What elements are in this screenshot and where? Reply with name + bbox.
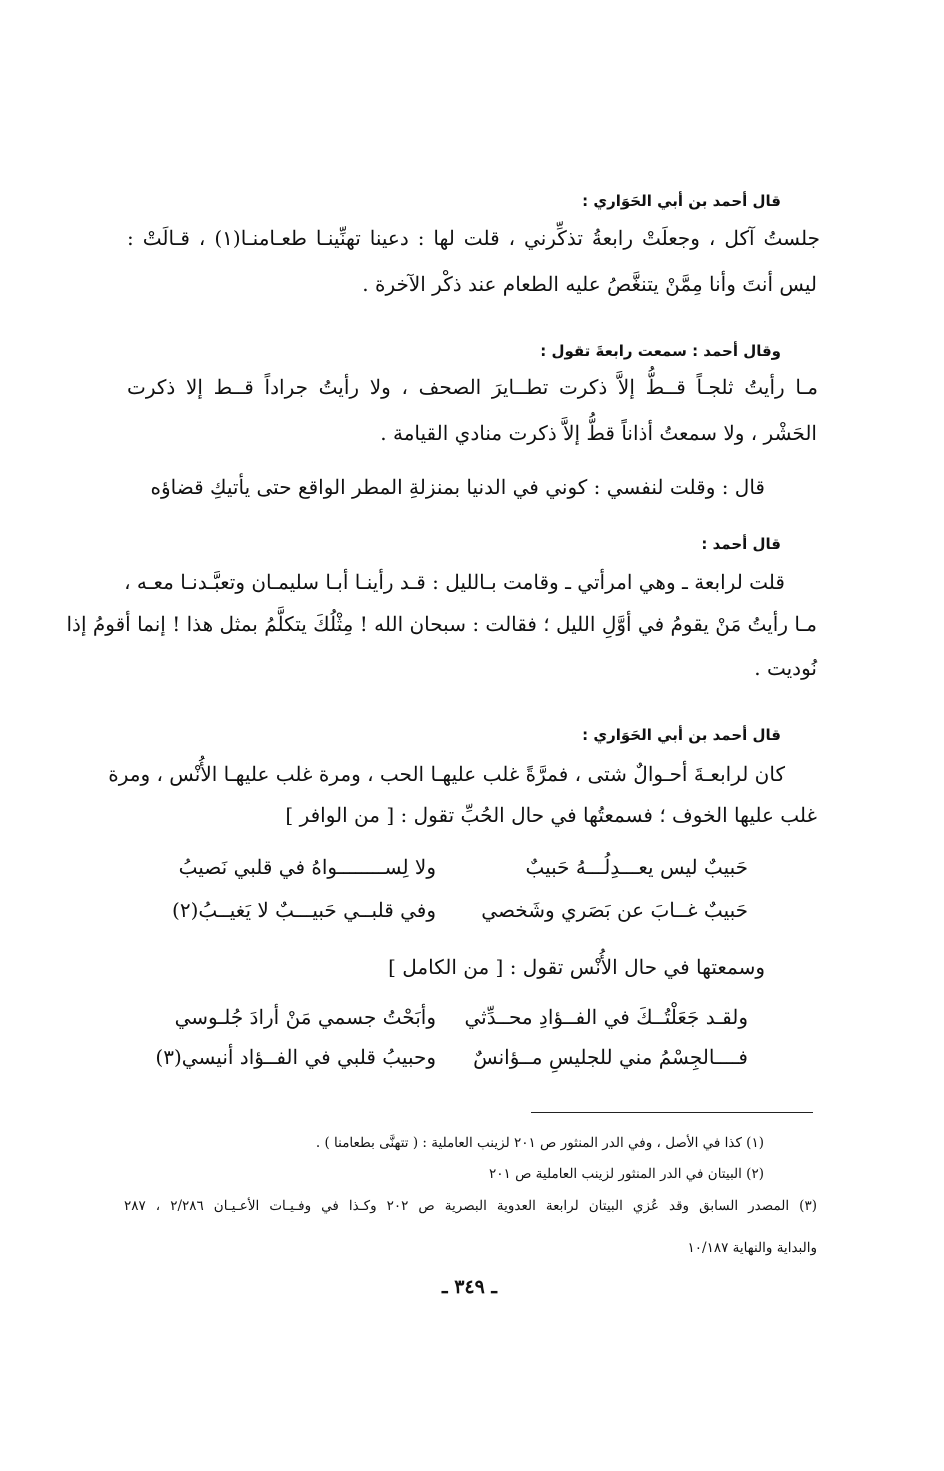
section-3-line-1: قلت لرابعة ـ وهي امرأتي ـ وقامت بـالليل : قـد رأينـا أبـا سليمـان وتعبَّـدنـا معـه ،: [124, 570, 785, 594]
footnote-3: (٣) المصدر السابق وقد عُزي البيتان لرابعة العدوية البصرية ص ٢٠٢ وكـذا في وفـيـات الأعـيـان ٢/٢٨٦ ، ٢٨٧: [124, 1198, 817, 1214]
poem-2-verse-1-left: وأبَحْتُ جسمي مَنْ أرادَ جُلـوسي: [174, 1005, 436, 1029]
section-3-heading: قال أحمد :: [701, 535, 781, 553]
section-2-heading: وقال أحمد : سمعت رابعةَ تقول :: [540, 342, 781, 360]
poem-1-verse-1-left: ولا لِســــــــواهُ في قلبي نَصيبُ: [178, 855, 436, 879]
poem-2-verse-1-right: ولقـد جَعَلْتُــكَ في الفــؤادِ محــدِّثي: [464, 1005, 748, 1029]
section-2-line-1: مـا رأيتُ ثلجـاً قــطُّ إلاَّ ذكرت تطــايرَ الصحف ، ولا رأيتُ جراداً قــط إلا ذكرت: [127, 375, 818, 399]
section-2-line-3: قال : وقلت لنفسي : كوني في الدنيا بمنزلةِ المطر الواقع حتى يأتيكِ قضاؤه: [150, 475, 765, 499]
footnote-separator: [531, 1112, 813, 1113]
section-4-line-2: غلب عليها الخوف ؛ فسمعتُها في حال الحُبِّ تقول : [ من الوافر ]: [285, 803, 817, 827]
section-3-line-2: مـا رأيتُ مَنْ يقومُ في أوَّلِ الليل ؛ فقالت : سبحان الله ! مِثْلُكَ يتكلَّمُ بمثل هذا ! إنما أقومُ إذا: [66, 612, 817, 636]
poem-1-verse-2-right: حَبيبٌ غــابَ عن بَصَري وشَخصي: [481, 898, 748, 922]
poem-2-verse-2-right: فــــالجِسْمُ مني للجليسِ مــؤانسٌ: [473, 1045, 748, 1069]
section-1-line-1: جلستُ آكل ، وجعلَتْ رابعةُ تذكِّرني ، قلت لها : دعينا تهنِّينـا طعـامنـا(١) ، قـالَتْ :: [127, 226, 820, 250]
section-1-heading: قال أحمد بن أبي الحَوَاري :: [582, 192, 781, 210]
page-number: ـ ٣٤٩ ـ: [442, 1276, 497, 1298]
section-1-line-2: ليس أنتَ وأنا مِمَّنْ يتنغَّصُ عليه الطعام عند ذكْر الآخرة .: [362, 272, 817, 296]
poem-1-verse-2-left: وفي قلبــي حَبيـــبٌ لا يَغيــبُ(٢): [172, 898, 436, 922]
poem-1-verse-1-right: حَبيبٌ ليس يعـــدِلُـــهُ حَبيبٌ: [525, 855, 748, 879]
section-2-line-2: الحَشْر ، ولا سمعتُ أذاناً قطُّ إلاَّ ذكرت منادي القيامة .: [380, 421, 817, 445]
poem-2-verse-2-left: وحبيبُ قلبي في الفــؤاد أنيسي(٣): [155, 1045, 436, 1069]
section-3-line-3: نُوديت .: [754, 656, 817, 680]
poem-2-intro: وسمعتها في حال الأُنْس تقول : [ من الكامل ]: [388, 955, 765, 979]
footnote-2: (٢) البيتان في الدر المنثور لزينب العاملية ص ٢٠١: [489, 1166, 764, 1182]
section-4-line-1: كان لرابعـةَ أحـوالٌ شتى ، فمرَّةً غلب عليهـا الحب ، ومرة غلب عليهـا الأُنْس ، ومرة: [108, 762, 785, 786]
section-4-heading: قال أحمد بن أبي الحَوَاري :: [582, 726, 781, 744]
footnote-3-continued: والبداية والنهاية ١٠/١٨٧: [687, 1240, 817, 1256]
footnote-1: (١) كذا في الأصل ، وفي الدر المنثور ص ٢٠١ لزينب العاملية : ( تتهنَّى بطعامنا ) .: [315, 1135, 764, 1151]
